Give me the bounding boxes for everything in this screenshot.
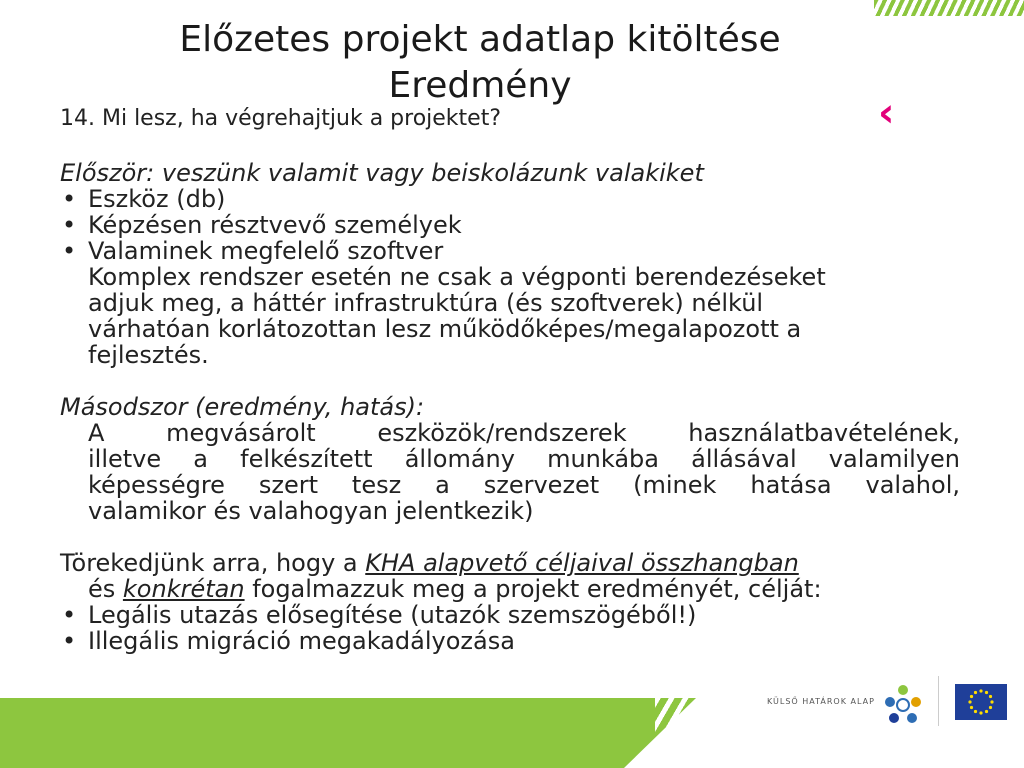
slide-title-line1: Előzetes projekt adatlap kitöltése (179, 19, 781, 60)
note-line: Komplex rendszer esetén ne csak a végponti berendezéseket (88, 263, 826, 291)
section3-line1-text: Törekedjünk arra, hogy a (60, 549, 366, 577)
bullet-item: • Képzésen résztvevő személyek (60, 212, 960, 238)
concretely-emphasis: konkrétan (122, 575, 245, 603)
section1-heading: Először: veszünk valamit vagy beiskolázunk valakiket (60, 159, 704, 187)
bullet-item: • Eszköz (db) (60, 186, 960, 212)
eu-flag-icon (955, 684, 1007, 720)
result-line: illetve a felkészített állomány munkába állásával valamilyen (88, 445, 960, 473)
top-stripes-decoration (874, 0, 1024, 16)
footer-divider (938, 676, 939, 726)
kha-goals-link[interactable]: KHA alapvető céljaival összhangban (365, 549, 799, 577)
question-text: 14. Mi lesz, ha végrehajtjuk a projektet? (60, 106, 502, 131)
section3-line2 (60, 576, 960, 602)
section2-heading: Másodszor (eredmény, hatás): (60, 393, 425, 421)
bullet-item: • Illegális migráció megakadályozása (60, 628, 960, 654)
section3-line1 (60, 550, 960, 576)
note-line: adjuk meg, a háttér infrastruktúra (és szoftverek) nélkül (88, 289, 764, 317)
fund-logo-icon (880, 682, 926, 728)
bullet-item: • Legális utazás elősegítése (utazók szemszögéből!) (60, 602, 960, 628)
chevron-left-icon: ‹ (878, 90, 895, 136)
slide-title-line2: Eredmény (388, 65, 572, 106)
section3-line2-rest: fogalmazzuk meg a projekt eredményét, célját: (244, 575, 822, 603)
result-line: valamikor és valahogyan jelentkezik) (88, 497, 534, 525)
note-line: várhatóan korlátozottan lesz működőképes/megalapozott a (88, 315, 802, 343)
result-line: A megvásárolt eszközök/rendszerek használatbavételének, (88, 419, 960, 447)
note-line: fejlesztés. (88, 341, 209, 369)
section3-line2-text: és (88, 575, 123, 603)
bullet-item: • Valaminek megfelelő szoftver (60, 238, 960, 264)
fund-logo-text: KÜLSŐ HATÁROK ALAP (767, 697, 875, 706)
result-line: képességre szert tesz a szervezet (minek hatása valahol, (88, 471, 960, 499)
slide-content (60, 160, 960, 654)
